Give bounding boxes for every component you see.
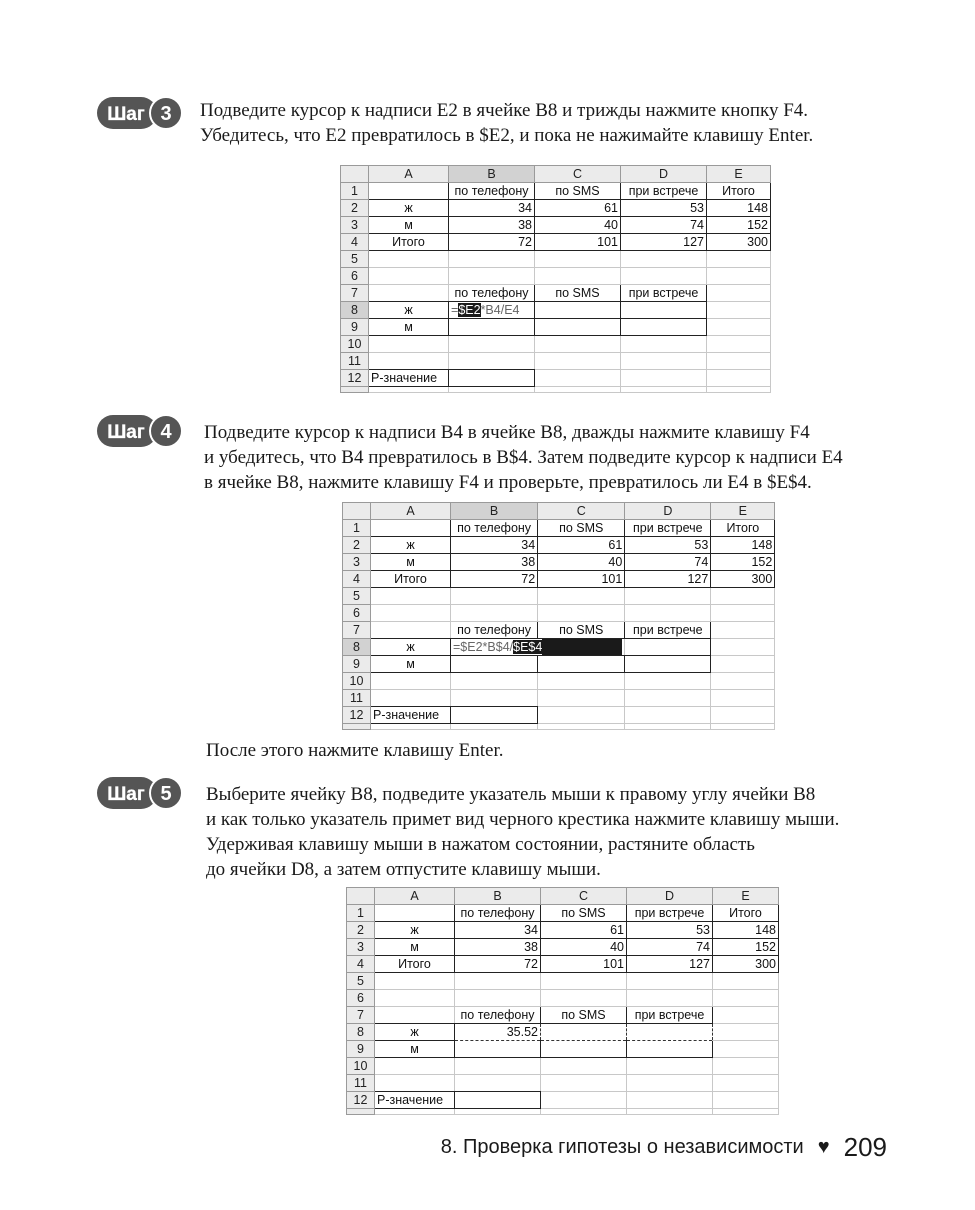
cell[interactable] xyxy=(621,353,707,370)
cell-c4[interactable]: 101 xyxy=(535,234,621,251)
cell-c1[interactable]: по SMS xyxy=(535,183,621,200)
cell[interactable] xyxy=(538,605,625,622)
cell-d7[interactable]: при встрече xyxy=(621,285,707,302)
spreadsheet-step-4 xyxy=(342,502,775,730)
step-4-text: Подведите курсор к надписи B4 в ячейке B8, дважды нажмите клавишу F4 и убедитесь, что B4 превратилось в B$4. Затем подведите курсор к надписи E4 в ячейке B8, нажмите клавишу F4 и проверьте, превратилось ли E4 в $E$4. xyxy=(204,422,843,493)
corner[interactable] xyxy=(343,503,371,520)
cell-c8[interactable] xyxy=(541,1024,627,1041)
row-header[interactable] xyxy=(343,724,371,730)
cell-b8-formula[interactable]: =$E2*B4/E4 xyxy=(449,302,535,319)
cell-a3[interactable]: м xyxy=(371,554,451,571)
cell[interactable] xyxy=(451,605,538,622)
cell-e9[interactable] xyxy=(711,656,775,673)
cell[interactable] xyxy=(711,724,775,730)
cell-a12[interactable]: P-значение xyxy=(375,1092,455,1109)
cell-b4[interactable]: 72 xyxy=(451,571,538,588)
col-header-a[interactable]: A xyxy=(369,166,449,183)
row-header[interactable]: 10 xyxy=(347,1058,375,1075)
col-header-b[interactable]: B xyxy=(449,166,535,183)
row-header[interactable]: 11 xyxy=(341,353,369,370)
cell[interactable] xyxy=(449,336,535,353)
step-3-text: Подведите курсор к надписи E2 в ячейке B8 и трижды нажмите кнопку F4. Убедитесь, что E2 превратилось в $E2, и пока не нажимайте клавишу Enter. xyxy=(200,100,814,146)
row-header[interactable]: 7 xyxy=(347,1007,375,1024)
cell-a12[interactable]: P-значение xyxy=(369,370,449,387)
cell-e7[interactable] xyxy=(711,622,775,639)
cell[interactable] xyxy=(713,1058,779,1075)
row-header[interactable]: 2 xyxy=(347,922,375,939)
chapter-title: 8. Проверка гипотезы о независимости xyxy=(440,1136,804,1158)
col-header-a[interactable]: A xyxy=(371,503,451,520)
cell[interactable] xyxy=(369,387,449,393)
cell[interactable] xyxy=(455,973,541,990)
cell[interactable] xyxy=(455,1109,541,1115)
col-header-c[interactable]: C xyxy=(535,166,621,183)
col-header-b[interactable]: B xyxy=(455,888,541,905)
row-header[interactable]: 8 xyxy=(341,302,369,319)
cell[interactable] xyxy=(449,251,535,268)
cell[interactable] xyxy=(535,387,621,393)
row-header[interactable]: 1 xyxy=(341,183,369,200)
cell-a9[interactable]: м xyxy=(375,1041,455,1058)
row-header[interactable]: 5 xyxy=(341,251,369,268)
cell-a3[interactable]: м xyxy=(375,939,455,956)
cell-e9[interactable] xyxy=(713,1041,779,1058)
cell-b8-value[interactable]: 35.52 xyxy=(455,1024,541,1041)
cell[interactable] xyxy=(627,973,713,990)
cell-e2[interactable]: 148 xyxy=(711,537,775,554)
cell-b7[interactable]: по телефону xyxy=(449,285,535,302)
row-header[interactable]: 3 xyxy=(341,217,369,234)
cell-b4[interactable]: 72 xyxy=(449,234,535,251)
cell-b2[interactable]: 34 xyxy=(455,922,541,939)
cell-b8-formula[interactable]: =$E2*B$4/$E$4 xyxy=(451,639,625,656)
cell-b9[interactable] xyxy=(449,319,535,336)
cell[interactable] xyxy=(713,1075,779,1092)
cell[interactable] xyxy=(375,1075,455,1092)
cell-d1[interactable]: при встрече xyxy=(625,520,711,537)
cell-c7[interactable]: по SMS xyxy=(535,285,621,302)
row-header[interactable]: 6 xyxy=(343,605,371,622)
cell[interactable] xyxy=(538,707,625,724)
cell-a2[interactable]: ж xyxy=(369,200,449,217)
cell[interactable] xyxy=(369,251,449,268)
cell[interactable] xyxy=(535,336,621,353)
cell[interactable] xyxy=(621,370,707,387)
cell[interactable] xyxy=(707,387,771,393)
cell-e3[interactable]: 152 xyxy=(707,217,771,234)
row-header[interactable]: 4 xyxy=(343,571,371,588)
cell-c9[interactable] xyxy=(535,319,621,336)
cell[interactable] xyxy=(707,251,771,268)
cell-b7[interactable]: по телефону xyxy=(451,622,538,639)
cell[interactable] xyxy=(627,990,713,1007)
cell[interactable] xyxy=(535,251,621,268)
cell[interactable] xyxy=(369,336,449,353)
cell-a2[interactable]: ж xyxy=(371,537,451,554)
cell-d2[interactable]: 53 xyxy=(627,922,713,939)
cell[interactable] xyxy=(711,673,775,690)
cell-d7[interactable]: при встрече xyxy=(627,1007,713,1024)
row-header[interactable]: 7 xyxy=(343,622,371,639)
cell[interactable] xyxy=(369,268,449,285)
row-header[interactable]: 6 xyxy=(347,990,375,1007)
cell[interactable] xyxy=(707,370,771,387)
cell[interactable] xyxy=(535,268,621,285)
row-header[interactable]: 6 xyxy=(341,268,369,285)
cell[interactable] xyxy=(621,387,707,393)
step-5-text: Выберите ячейку B8, подведите указатель мыши к правому углу ячейки B8 и как только указатель примет вид черного крестика нажмите клавишу мыши. Удерживая клавишу мыши в нажатом состоянии, растяните область до ячейки D8, а затем отпустите клавишу мыши. xyxy=(206,784,840,880)
cell-e1[interactable]: Итого xyxy=(707,183,771,200)
cell-d4[interactable]: 127 xyxy=(625,571,711,588)
row-header[interactable]: 10 xyxy=(341,336,369,353)
cell-d8[interactable] xyxy=(621,302,707,319)
cell-d8[interactable] xyxy=(627,1024,713,1041)
cell-a8[interactable]: ж xyxy=(369,302,449,319)
cell[interactable] xyxy=(369,353,449,370)
cell-c4[interactable]: 101 xyxy=(538,571,625,588)
cell[interactable] xyxy=(455,990,541,1007)
row-header[interactable]: 2 xyxy=(341,200,369,217)
cell-e9[interactable] xyxy=(707,319,771,336)
cell[interactable] xyxy=(371,588,451,605)
cell[interactable] xyxy=(621,251,707,268)
cell[interactable] xyxy=(625,690,711,707)
page-number: 209 xyxy=(843,1132,887,1162)
cell[interactable] xyxy=(371,605,451,622)
cell-b7[interactable]: по телефону xyxy=(455,1007,541,1024)
col-header-e[interactable]: E xyxy=(713,888,779,905)
cell[interactable] xyxy=(627,1075,713,1092)
row-header[interactable]: 11 xyxy=(347,1075,375,1092)
cell-c9[interactable] xyxy=(541,1041,627,1058)
cell[interactable] xyxy=(371,673,451,690)
cell[interactable] xyxy=(707,336,771,353)
cell[interactable] xyxy=(713,1092,779,1109)
cell[interactable] xyxy=(375,1109,455,1115)
step-5-badge xyxy=(96,776,184,810)
cell[interactable] xyxy=(451,724,538,730)
cell-a8[interactable]: ж xyxy=(371,639,451,656)
cell-e4[interactable]: 300 xyxy=(707,234,771,251)
cell-d3[interactable]: 74 xyxy=(627,939,713,956)
cell[interactable] xyxy=(541,1075,627,1092)
cell-a9[interactable]: м xyxy=(371,656,451,673)
cell-d9[interactable] xyxy=(621,319,707,336)
after-step-4-note: После этого нажмите клавишу Enter. xyxy=(206,740,504,761)
cell-a7[interactable] xyxy=(375,1007,455,1024)
cell[interactable] xyxy=(627,1092,713,1109)
col-header-c[interactable]: C xyxy=(538,503,625,520)
col-header-d[interactable]: D xyxy=(625,503,711,520)
row-header[interactable]: 10 xyxy=(343,673,371,690)
cell-c2[interactable]: 61 xyxy=(541,922,627,939)
cell-a4[interactable]: Итого xyxy=(375,956,455,973)
cell[interactable] xyxy=(541,1092,627,1109)
row-header[interactable]: 8 xyxy=(343,639,371,656)
cell-e4[interactable]: 300 xyxy=(711,571,775,588)
cell-d7[interactable]: при встрече xyxy=(625,622,711,639)
page-footer xyxy=(441,1132,887,1163)
cell-d2[interactable]: 53 xyxy=(621,200,707,217)
cell-e7[interactable] xyxy=(713,1007,779,1024)
spreadsheet-step-5 xyxy=(346,887,779,1115)
cell[interactable] xyxy=(538,690,625,707)
cell-d4[interactable]: 127 xyxy=(627,956,713,973)
cell-b1[interactable]: по телефону xyxy=(451,520,538,537)
cell-b1[interactable]: по телефону xyxy=(449,183,535,200)
cell-a1[interactable] xyxy=(371,520,451,537)
col-header-e[interactable]: E xyxy=(711,503,775,520)
cell-d3[interactable]: 74 xyxy=(621,217,707,234)
col-header-b[interactable]: B xyxy=(451,503,538,520)
col-header-e[interactable]: E xyxy=(707,166,771,183)
row-header[interactable]: 4 xyxy=(341,234,369,251)
row-header[interactable]: 1 xyxy=(347,905,375,922)
cell-a2[interactable]: ж xyxy=(375,922,455,939)
col-header-c[interactable]: C xyxy=(541,888,627,905)
svg-text:Шаг: Шаг xyxy=(107,422,145,443)
cell-c4[interactable]: 101 xyxy=(541,956,627,973)
row-header[interactable]: 5 xyxy=(343,588,371,605)
row-header[interactable]: 11 xyxy=(343,690,371,707)
cell[interactable] xyxy=(541,1058,627,1075)
cell-a9[interactable]: м xyxy=(369,319,449,336)
row-header[interactable]: 4 xyxy=(347,956,375,973)
svg-text:4: 4 xyxy=(160,421,172,443)
cell-c1[interactable]: по SMS xyxy=(538,520,625,537)
cell[interactable] xyxy=(625,588,711,605)
cell-c2[interactable]: 61 xyxy=(538,537,625,554)
cell[interactable] xyxy=(449,353,535,370)
cell[interactable] xyxy=(538,588,625,605)
cell[interactable] xyxy=(621,336,707,353)
cell-d1[interactable]: при встрече xyxy=(627,905,713,922)
row-header[interactable]: 3 xyxy=(343,554,371,571)
spreadsheet-step-3 xyxy=(340,165,771,393)
col-header-a[interactable]: A xyxy=(375,888,455,905)
cell-c9[interactable] xyxy=(538,656,625,673)
cell-c3[interactable]: 40 xyxy=(535,217,621,234)
row-header[interactable]: 8 xyxy=(347,1024,375,1041)
cell[interactable] xyxy=(711,690,775,707)
row-header[interactable]: 1 xyxy=(343,520,371,537)
heart-icon: ♥ xyxy=(817,1136,830,1158)
cell-e3[interactable]: 152 xyxy=(711,554,775,571)
cell[interactable] xyxy=(538,724,625,730)
cell[interactable] xyxy=(625,605,711,622)
col-header-d[interactable]: D xyxy=(627,888,713,905)
cell-e8[interactable] xyxy=(711,639,775,656)
svg-text:Шаг: Шаг xyxy=(107,784,145,805)
row-header[interactable]: 9 xyxy=(347,1041,375,1058)
row-header[interactable]: 12 xyxy=(343,707,371,724)
cell-c1[interactable]: по SMS xyxy=(541,905,627,922)
cell-d9[interactable] xyxy=(625,656,711,673)
cell-b9[interactable] xyxy=(455,1041,541,1058)
cell[interactable] xyxy=(625,724,711,730)
cell[interactable] xyxy=(627,1058,713,1075)
cell[interactable] xyxy=(375,1058,455,1075)
cell[interactable] xyxy=(627,1109,713,1115)
cell[interactable] xyxy=(711,707,775,724)
svg-text:5: 5 xyxy=(160,783,172,805)
cell[interactable] xyxy=(375,990,455,1007)
cell-b2[interactable]: 34 xyxy=(449,200,535,217)
row-header[interactable]: 12 xyxy=(341,370,369,387)
cell-a3[interactable]: м xyxy=(369,217,449,234)
cell-d9[interactable] xyxy=(627,1041,713,1058)
cell-b3[interactable]: 38 xyxy=(449,217,535,234)
cell[interactable] xyxy=(713,973,779,990)
cell[interactable] xyxy=(711,588,775,605)
step-3-badge xyxy=(96,96,184,130)
row-header[interactable]: 3 xyxy=(347,939,375,956)
cell[interactable] xyxy=(538,673,625,690)
cell[interactable] xyxy=(371,690,451,707)
cell-d4[interactable]: 127 xyxy=(621,234,707,251)
cell-e4[interactable]: 300 xyxy=(713,956,779,973)
cell[interactable] xyxy=(451,673,538,690)
svg-text:3: 3 xyxy=(160,103,172,125)
cell[interactable] xyxy=(541,1109,627,1115)
cell-b3[interactable]: 38 xyxy=(451,554,538,571)
cell-c2[interactable]: 61 xyxy=(535,200,621,217)
cell[interactable] xyxy=(535,353,621,370)
cell[interactable] xyxy=(449,268,535,285)
cell[interactable] xyxy=(375,973,455,990)
cell-e1[interactable]: Итого xyxy=(711,520,775,537)
cell-e2[interactable]: 148 xyxy=(713,922,779,939)
row-header[interactable]: 2 xyxy=(343,537,371,554)
row-header[interactable]: 12 xyxy=(347,1092,375,1109)
svg-text:Шаг: Шаг xyxy=(107,104,145,125)
cell-b9[interactable] xyxy=(451,656,538,673)
cell-b4[interactable]: 72 xyxy=(455,956,541,973)
corner[interactable] xyxy=(341,166,369,183)
cell[interactable] xyxy=(625,707,711,724)
cell[interactable] xyxy=(541,973,627,990)
cell-a7[interactable] xyxy=(369,285,449,302)
cell-a12[interactable]: P-значение xyxy=(371,707,451,724)
cell-d1[interactable]: при встрече xyxy=(621,183,707,200)
cell-e8[interactable] xyxy=(713,1024,779,1041)
cell-b12[interactable] xyxy=(449,370,535,387)
cell[interactable] xyxy=(711,605,775,622)
col-header-d[interactable]: D xyxy=(621,166,707,183)
cell-a7[interactable] xyxy=(371,622,451,639)
cell-b12[interactable] xyxy=(455,1092,541,1109)
cell-e7[interactable] xyxy=(707,285,771,302)
row-header[interactable]: 7 xyxy=(341,285,369,302)
cell-d8[interactable] xyxy=(625,639,711,656)
row-header[interactable] xyxy=(341,387,369,393)
cell-a8[interactable]: ж xyxy=(375,1024,455,1041)
cell-c7[interactable]: по SMS xyxy=(538,622,625,639)
cell-c3[interactable]: 40 xyxy=(541,939,627,956)
cell-b12[interactable] xyxy=(451,707,538,724)
cell-e3[interactable]: 152 xyxy=(713,939,779,956)
cell[interactable] xyxy=(707,353,771,370)
cell[interactable] xyxy=(449,387,535,393)
cell-a1[interactable] xyxy=(375,905,455,922)
cell-a1[interactable] xyxy=(369,183,449,200)
cell-a4[interactable]: Итого xyxy=(371,571,451,588)
cell[interactable] xyxy=(535,370,621,387)
cell-c3[interactable]: 40 xyxy=(538,554,625,571)
cell[interactable] xyxy=(455,1075,541,1092)
cell[interactable] xyxy=(371,724,451,730)
row-header[interactable]: 5 xyxy=(347,973,375,990)
cell-e8[interactable] xyxy=(707,302,771,319)
cell-c7[interactable]: по SMS xyxy=(541,1007,627,1024)
cell-b3[interactable]: 38 xyxy=(455,939,541,956)
cell[interactable] xyxy=(451,588,538,605)
cell-d3[interactable]: 74 xyxy=(625,554,711,571)
cell[interactable] xyxy=(625,673,711,690)
cell-a4[interactable]: Итого xyxy=(369,234,449,251)
cell[interactable] xyxy=(541,990,627,1007)
cell[interactable] xyxy=(621,268,707,285)
cell[interactable] xyxy=(451,690,538,707)
cell[interactable] xyxy=(713,990,779,1007)
cell-b2[interactable]: 34 xyxy=(451,537,538,554)
row-header[interactable]: 9 xyxy=(343,656,371,673)
cell-e1[interactable]: Итого xyxy=(713,905,779,922)
cell[interactable] xyxy=(707,268,771,285)
cell-d2[interactable]: 53 xyxy=(625,537,711,554)
cell-b1[interactable]: по телефону xyxy=(455,905,541,922)
corner[interactable] xyxy=(347,888,375,905)
cell-e2[interactable]: 148 xyxy=(707,200,771,217)
step-4-badge xyxy=(96,414,184,448)
row-header[interactable] xyxy=(347,1109,375,1115)
cell-c8[interactable] xyxy=(535,302,621,319)
row-header[interactable]: 9 xyxy=(341,319,369,336)
cell[interactable] xyxy=(713,1109,779,1115)
cell[interactable] xyxy=(455,1058,541,1075)
